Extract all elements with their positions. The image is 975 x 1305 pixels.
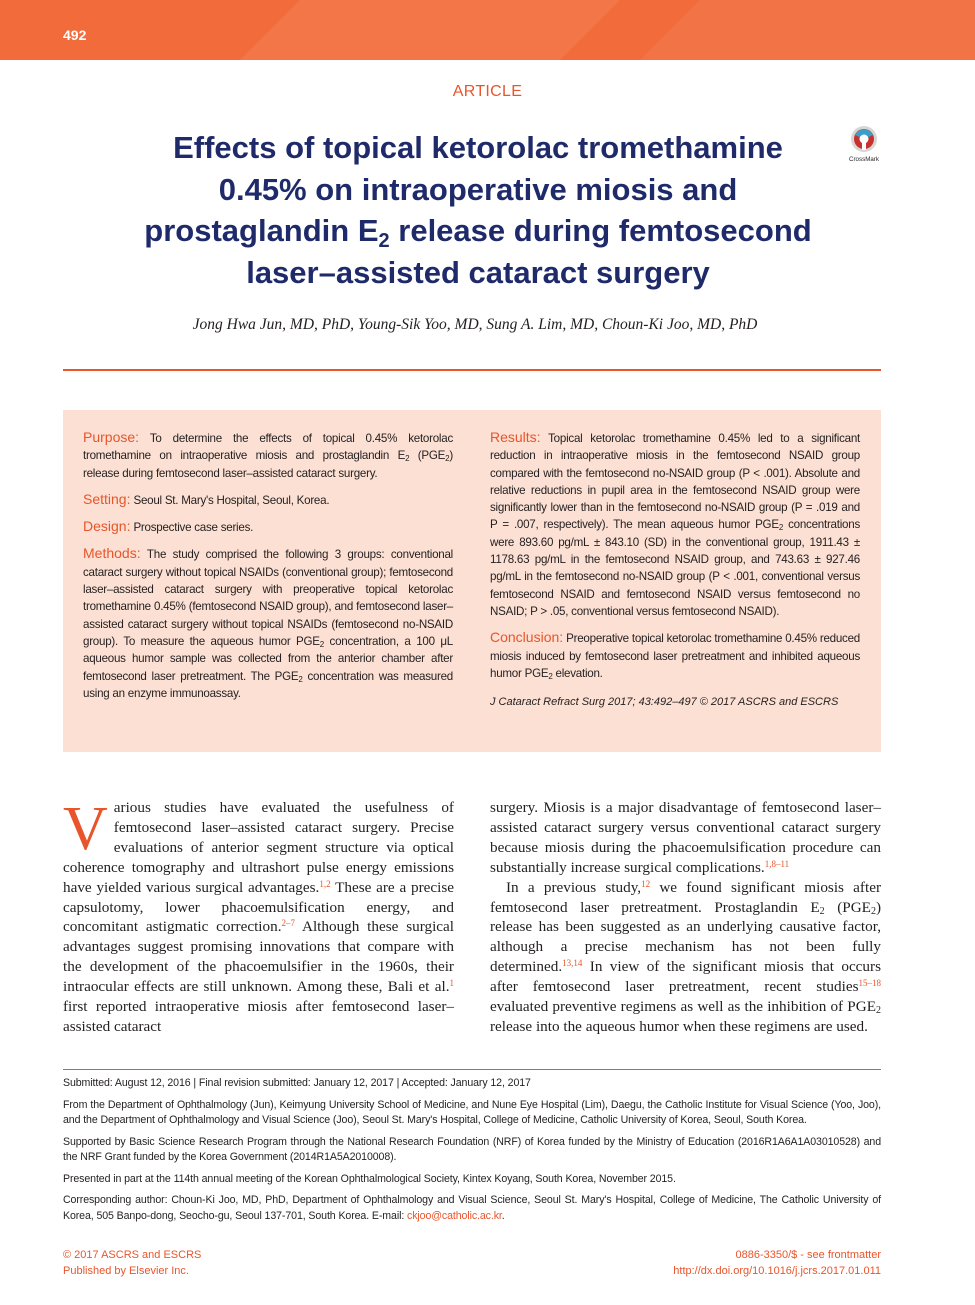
abstract-conclusion: Conclusion: Preoperative topical ketorolac tromethamine 0.45% reduced miosis induced by femtosecond laser pretreatment and inhibited aqueous humor $PGE_2$ elevation. <box>490 629 860 681</box>
crossmark-icon[interactable] <box>845 124 883 164</box>
abstract-setting: Setting: Seoul St. Mary's Hospital, Seoul, Korea. <box>83 490 330 507</box>
section-label: ARTICLE <box>452 83 523 100</box>
reference-link[interactable]: 1,8–11 <box>764 858 790 869</box>
abstract-right-column <box>490 429 860 711</box>
article-title <box>88 127 868 293</box>
footnotes <box>63 1076 881 1230</box>
footnote-presented: Presented in part at the 114th annual meeting of the Korean Ophthalmological Society, Kintex Koyang, South Korea, November 2015. <box>63 1172 676 1185</box>
reference-link[interactable]: 15–18 <box>858 978 881 989</box>
body-left-column: V arious studies have evaluated the usefulness of femtosecond laser–assisted cataract surgery. Precise evaluations of anterior segment structure via optical coherence tomography and ultrashort pulse energy emissions have yielded various surgical advantages.$^{1,2}$ These are a precise capsulotomy, lower phacoemulsification energy, and concomitant astigmatic correction.$^{2-7}$ Although these surgical advantages suggest promising innovations that compare with the development of the phacoemulsifier in the 1960s, their intraocular effects are still unknown. Among these, Bali et al.$^1$ first reported intraoperative miosis after femtosecond laser–assisted cataract <box>63 795 455 1035</box>
title-line-4: laser–assisted cataract surgery <box>246 254 710 290</box>
footnote-corresponding: Corresponding author: Choun-Ki Joo, MD, PhD, Department of Ophthalmology and Visual Science, Seoul St. Mary's Hospital, College of Medicine, The Catholic University of Korea, 505 Banpo-dong, Seocho-gu, Seoul 137-701, South Korea. E-mail: ckjoo@catholic.ac.kr. <box>63 1194 881 1222</box>
author-list: Jong Hwa Jun, MD, PhD, Young-Sik Yoo, MD, Sung A. Lim, MD, Choun-Ki Joo, MD, PhD <box>192 316 758 333</box>
crossmark-label: CrossMark <box>849 156 879 163</box>
issn-text: 0886-3350/$ - see frontmatter <box>735 1249 881 1261</box>
footnote-affiliation: From the Department of Ophthalmology (Jun), Keimyung University School of Medicine, and Nune Eye Hospital (Lim), Daegu, the Catholic Institute for Visual Science (Yoo, Joo), and the Department of Ophthalmology and Visual Science (Joo), Seoul St. Mary's Hospital, College of Medicine, Catholic University of Korea, Seoul, South Korea. <box>63 1098 881 1126</box>
footnote-dates: Submitted: August 12, 2016 | Final revision submitted: January 12, 2017 | Accepted: January 12, 2017 <box>63 1077 531 1089</box>
title-divider <box>63 369 881 371</box>
title-line-3: prostaglandin $E_2$ release during femtosecond <box>144 213 812 252</box>
abstract-design: Design: Prospective case series. <box>83 518 254 535</box>
page-number: 492 <box>63 27 87 43</box>
title-line-2: 0.45% on intraoperative miosis and <box>218 171 738 207</box>
publisher-text: Published by Elsevier Inc. <box>63 1264 189 1277</box>
email-link[interactable]: ckjoo@catholic.ac.kr <box>407 1209 502 1222</box>
copyright-text: © 2017 ASCRS and ESCRS <box>63 1249 202 1261</box>
abstract-methods: Methods: The study comprised the following 3 groups: conventional cataract surgery without topical NSAIDs (conventional group); femtosecond laser–assisted cataract surgery with preoperative topical ketorolac tromethamine 0.45% (femtosecond NSAID group), and femtosecond laser–assisted cataract surgery without topical NSAIDs (femtosecond no-NSAID group). To measure the aqueous humor $PGE_2$ concentration, a 100 μL aqueous humor sample was collected from the anterior chamber after femtosecond laser pretreatment. The $PGE_2$ concentration was measured using an enzyme immunoassay. <box>83 545 453 700</box>
abstract-purpose: Purpose: To determine the effects of topical 0.45% ketorolac tromethamine on intraoperative miosis and prostaglandin $E_2$ $(PGE_2)$ release during femtosecond laser–assisted cataract surgery. <box>83 429 453 480</box>
footnote-divider <box>63 1069 881 1070</box>
body-paragraph-2: In a previous study,$^{12}$ we found significant miosis after femtosecond laser pretreatment. Prostaglandin $E_2$ $(PGE_2)$ release has been suggested as an underlying causative factor, although a precise mechanism has not been fully determined.$^{13,14}$ In view of the significant miosis that occurs after femtosecond laser pretreatment, recent studies$^{15-18}$ evaluated preventive regimens as well as the inhibition of $PGE_2$ release into the aqueous humor when these regimens are used. <box>490 878 881 1035</box>
reference-link[interactable]: 13,14 <box>562 958 583 969</box>
reference-link[interactable]: 1 <box>449 978 454 989</box>
copyright-block <box>63 1248 201 1279</box>
body-right-column: surgery. Miosis is a major disadvantage of femtosecond laser–assisted cataract surgery versus conventional cataract surgery because miosis during the phacoemulsification procedure can substantially increase surgical complications.$^{1,8-11}$ In a previous study,$^{12}$ we found significant miosis after femtosecond laser pretreatment. Prostaglandin $E_2$ $(PGE_2)$ release has been suggested as an underlying causative factor, although a precise mechanism has not been fully determined.$^{13,14}$ In view of the significant miosis that occurs after femtosecond laser pretreatment, recent studies$^{15-18}$ evaluated preventive regimens as well as the inhibition of $PGE_2$ release into the aqueous humor when these regimens are used. <box>490 799 881 1035</box>
abstract-left-column <box>83 429 453 711</box>
journal-citation: J Cataract Refract Surg 2017; 43:492–497 © 2017 ASCRS and ESCRS <box>490 696 839 709</box>
footnote-funding: Supported by Basic Science Research Program through the National Research Foundation (NRF) of Korea funded by the Ministry of Education (2016R1A6A1A03010528) and the NRF Grant funded by the Korea Government (2014R1A5A2010008). <box>63 1135 881 1163</box>
header-band-texture <box>0 0 975 60</box>
header-band <box>0 0 975 60</box>
title-line-1: Effects of topical ketorolac tromethamine <box>173 130 783 165</box>
reference-link[interactable]: 1,2 <box>319 878 331 889</box>
doi-link[interactable]: http://dx.doi.org/10.1016/j.jcrs.2017.01.011 <box>673 1264 881 1277</box>
issn-block <box>673 1248 881 1279</box>
reference-link[interactable]: 2–7 <box>281 918 295 929</box>
reference-link[interactable]: 12 <box>641 878 651 889</box>
drop-cap: V <box>63 795 108 863</box>
abstract-results: Results: Topical ketorolac tromethamine 0.45% led to a significant reduction in intraoperative miosis in the femtosecond NSAID group compared with the femtosecond no-NSAID group (P < .001). Absolute and relative reductions in pupil area in the femtosecond NSAID group were significantly lower than in the femtosecond no-NSAID group (P = .019 and P = .007, respectively). The mean aqueous humor $PGE_2$ concentrations were 893.60 pg/mL ± 843.10 (SD) in the conventional group, 1911.43 ± 1178.63 pg/mL in the femtosecond NSAID group, and 743.63 ± 927.46 pg/mL in the femtosecond no-NSAID group (P < .001, conventional versus femtosecond NSAID and femtosecond NSAID versus femtosecond no NSAID; P > .05, conventional versus femtosecond NSAID). <box>490 429 860 618</box>
